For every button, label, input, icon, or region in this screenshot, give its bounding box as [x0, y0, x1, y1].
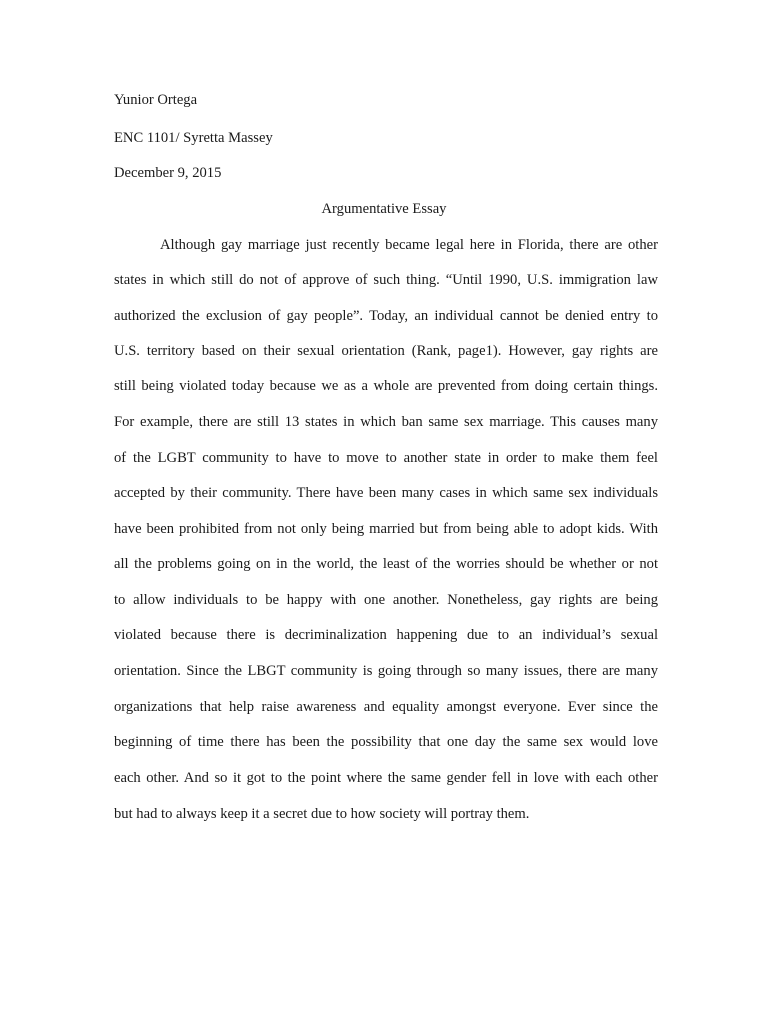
body-line: each other. And so it got to the point where the same gender fell in love with each other: [114, 770, 658, 786]
body-line: beginning of time there has been the possibility that one day the same sex would love: [114, 734, 658, 750]
body-line: orientation. Since the LBGT community is going through so many issues, there are many: [114, 663, 658, 679]
body-line: accepted by their community. There have been many cases in which same sex individuals: [114, 485, 658, 501]
body-line: For example, there are still 13 states in which ban same sex marriage. This causes many: [114, 414, 658, 430]
body-line: violated because there is decriminalization happening due to an individual’s sexual: [114, 627, 658, 643]
body-line: have been prohibited from not only being married but from being able to adopt kids. With: [114, 521, 658, 537]
course-instructor: ENC 1101/ Syretta Massey: [114, 130, 273, 146]
body-line: authorized the exclusion of gay people”. Today, an individual cannot be denied entry to: [114, 308, 658, 324]
author-name: Yunior Ortega: [114, 92, 198, 108]
body-line: U.S. territory based on their sexual orientation (Rank, page1). However, gay rights are: [114, 343, 658, 359]
body-line: states in which still do not of approve of such thing. “Until 1990, U.S. immigration law: [114, 272, 658, 288]
body-line: but had to always keep it a secret due to how society will portray them.: [114, 806, 530, 822]
body-line: Although gay marriage just recently became legal here in Florida, there are other: [160, 237, 658, 253]
body-line: of the LGBT community to have to move to another state in order to make them feel: [114, 450, 658, 466]
body-line: to allow individuals to be happy with one another. Nonetheless, gay rights are being: [114, 592, 658, 608]
body-line: organizations that help raise awareness and equality amongst everyone. Ever since the: [114, 699, 658, 715]
body-line: still being violated today because we as a whole are prevented from doing certain things.: [114, 378, 658, 394]
essay-title: Argumentative Essay: [321, 201, 447, 217]
body-line: all the problems going on in the world, the least of the worries should be whether or not: [114, 556, 658, 572]
essay-date: December 9, 2015: [114, 165, 222, 181]
